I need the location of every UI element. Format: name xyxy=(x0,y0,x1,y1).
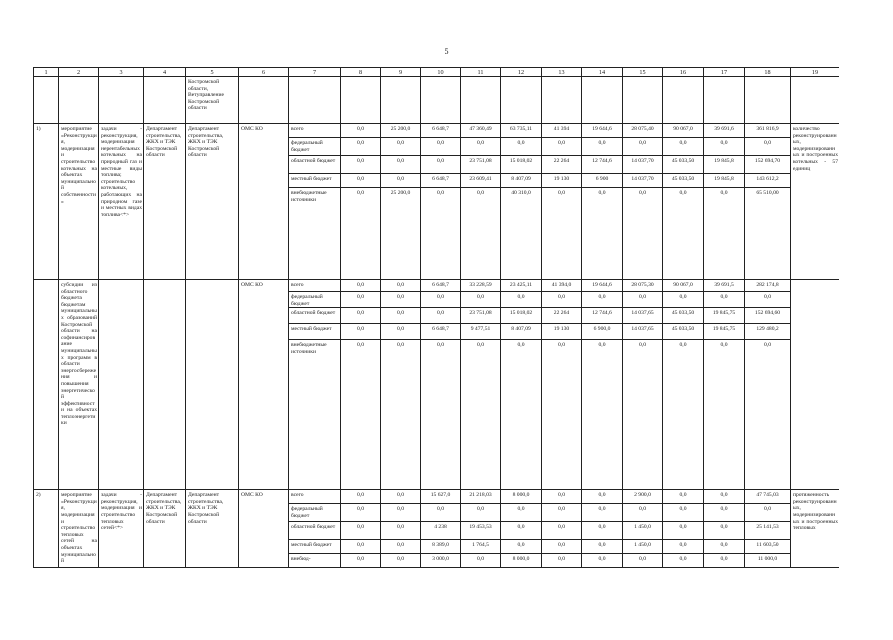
amount-cell: 0,0 xyxy=(381,490,421,504)
amount-cell: 19 845,75 xyxy=(704,308,745,324)
amount-cell: 0,0 xyxy=(663,504,704,522)
column-number-5: 5 xyxy=(186,68,239,77)
co-executor: Департамент строительства, ЖКХ и ТЭК Костромской области xyxy=(186,124,239,280)
continuation-cell xyxy=(34,77,59,124)
amount-cell: 0,0 xyxy=(542,504,582,522)
amount-cell: 41 394,0 xyxy=(542,280,582,292)
amount-cell: 0,0 xyxy=(461,504,501,522)
continuation-cell xyxy=(704,77,745,124)
amount-cell: 0,0 xyxy=(341,490,381,504)
amount-cell: 63 735,11 xyxy=(501,124,542,138)
amount-cell: 0,0 xyxy=(582,490,623,504)
amount-cell: 23 609,41 xyxy=(461,174,501,188)
continuation-cell xyxy=(421,77,461,124)
column-number-13: 13 xyxy=(542,68,582,77)
amount-cell: 0,0 xyxy=(704,138,745,156)
amount-cell: 90 067,0 xyxy=(663,124,704,138)
amount-cell: 19 845,8 xyxy=(704,156,745,174)
target-indicator xyxy=(791,280,840,490)
amount-cell: 0,0 xyxy=(341,124,381,138)
amount-cell: 0,0 xyxy=(341,324,381,340)
funding-source: местный бюджет xyxy=(289,174,341,188)
amount-cell: 19 130 xyxy=(542,174,582,188)
amount-cell: 8 407,09 xyxy=(501,174,542,188)
amount-cell: 6 648,7 xyxy=(421,174,461,188)
amount-cell: 65 510,00 xyxy=(745,188,791,280)
amount-cell: 0,0 xyxy=(421,156,461,174)
amount-cell: 0,0 xyxy=(341,292,381,308)
column-number-3: 3 xyxy=(99,68,144,77)
amount-cell: 0,0 xyxy=(542,522,582,540)
amount-cell: 11 000,0 xyxy=(745,554,791,568)
column-number-11: 11 xyxy=(461,68,501,77)
amount-cell: 39 691,6 xyxy=(704,124,745,138)
column-number-19: 19 xyxy=(791,68,840,77)
co-executor xyxy=(186,280,239,490)
amount-cell: 45 033,50 xyxy=(663,156,704,174)
funding-source: областной бюджет xyxy=(289,522,341,540)
amount-cell: 0,0 xyxy=(341,540,381,554)
amount-cell: 23 751,08 xyxy=(461,156,501,174)
column-number-row xyxy=(34,68,840,77)
continuation-cell xyxy=(461,77,501,124)
continuation-cell xyxy=(99,77,144,124)
amount-cell: 19 845,8 xyxy=(704,174,745,188)
amount-cell: 45 033,50 xyxy=(663,308,704,324)
amount-cell: 0,0 xyxy=(421,188,461,280)
amount-cell: 0,0 xyxy=(341,308,381,324)
continuation-cell xyxy=(791,77,840,124)
amount-cell: 0,0 xyxy=(582,554,623,568)
amount-cell: 11 603,50 xyxy=(745,540,791,554)
amount-cell: 3 000,0 xyxy=(421,554,461,568)
continuation-cell xyxy=(144,77,186,124)
amount-cell: 152 694,70 xyxy=(745,156,791,174)
continuation-cell xyxy=(582,77,623,124)
amount-cell: 8 000,0 xyxy=(501,554,542,568)
activity-name: мероприятие «Реконструкция, модернизация и строительство котельных на объектах муниципальной собственности» xyxy=(59,124,99,280)
column-number-10: 10 xyxy=(421,68,461,77)
continuation-cell xyxy=(501,77,542,124)
amount-cell: 152 694,60 xyxy=(745,308,791,324)
amount-cell: 0,0 xyxy=(582,292,623,308)
amount-cell: 0,0 xyxy=(381,522,421,540)
amount-cell: 0,0 xyxy=(623,340,663,490)
amount-cell: 0,0 xyxy=(461,138,501,156)
amount-cell: 0,0 xyxy=(542,292,582,308)
item-number: 2) xyxy=(34,490,59,568)
amount-cell: 0,0 xyxy=(421,504,461,522)
budget-table xyxy=(33,67,839,568)
amount-cell: 0,0 xyxy=(623,292,663,308)
amount-cell: 14 037,70 xyxy=(623,156,663,174)
amount-cell: 0,0 xyxy=(341,554,381,568)
amount-cell: 0,0 xyxy=(421,138,461,156)
amount-cell: 0,0 xyxy=(501,504,542,522)
amount-cell: 14 037,65 xyxy=(623,324,663,340)
table-row xyxy=(34,280,840,292)
column-number-14: 14 xyxy=(582,68,623,77)
amount-cell: 0,0 xyxy=(542,188,582,280)
amount-cell: 23 425,11 xyxy=(501,280,542,292)
continuation-cell xyxy=(663,77,704,124)
amount-cell: 21 218,03 xyxy=(461,490,501,504)
amount-cell: 0,0 xyxy=(704,292,745,308)
table-row xyxy=(34,124,840,138)
amount-cell: 0,0 xyxy=(663,188,704,280)
amount-cell: 0,0 xyxy=(341,174,381,188)
amount-cell: 0,0 xyxy=(542,490,582,504)
amount-cell: 0,0 xyxy=(542,554,582,568)
amount-cell: 0,0 xyxy=(663,540,704,554)
funding-source: внебюд- xyxy=(289,554,341,568)
amount-cell: 15 018,02 xyxy=(501,308,542,324)
amount-cell: 0,0 xyxy=(381,138,421,156)
amount-cell: 0,0 xyxy=(582,540,623,554)
amount-cell: 0,0 xyxy=(704,188,745,280)
amount-cell: 0,0 xyxy=(381,554,421,568)
funds-recipient: ОМС КО xyxy=(239,124,289,280)
funding-source: местный бюджет xyxy=(289,540,341,554)
amount-cell: 15 627,0 xyxy=(421,490,461,504)
amount-cell: 0,0 xyxy=(582,188,623,280)
amount-cell: 14 037,70 xyxy=(623,174,663,188)
funding-source: всего xyxy=(289,490,341,504)
amount-cell: 0,0 xyxy=(501,138,542,156)
amount-cell: 0,0 xyxy=(623,188,663,280)
target-indicator: количество реконструированных, модернизированных и построенных котельных - 57 единиц xyxy=(791,124,840,280)
column-number-12: 12 xyxy=(501,68,542,77)
amount-cell: 0,0 xyxy=(461,554,501,568)
amount-cell: 0,0 xyxy=(381,340,421,490)
amount-cell: 0,0 xyxy=(501,340,542,490)
activity-name: мероприятие «Реконструкция, модернизация и строительство тепловых сетей на объектах муниципальной xyxy=(59,490,99,568)
amount-cell: 0,0 xyxy=(421,292,461,308)
continuation-cell xyxy=(381,77,421,124)
amount-cell: 45 033,50 xyxy=(663,324,704,340)
continuation-row xyxy=(34,77,840,124)
amount-cell: 0,0 xyxy=(745,504,791,522)
funds-recipient: ОМС КО xyxy=(239,490,289,568)
amount-cell: 0,0 xyxy=(704,490,745,504)
amount-cell: 1 450,0 xyxy=(623,522,663,540)
continuation-cell xyxy=(623,77,663,124)
amount-cell: 0,0 xyxy=(381,324,421,340)
funding-source: федеральный бюджет xyxy=(289,138,341,156)
amount-cell: 0,0 xyxy=(381,540,421,554)
amount-cell: 47 360,49 xyxy=(461,124,501,138)
amount-cell: 0,0 xyxy=(704,540,745,554)
amount-cell: 12 744,6 xyxy=(582,156,623,174)
amount-cell: 40 310,0 xyxy=(501,188,542,280)
column-number-15: 15 xyxy=(623,68,663,77)
column-number-6: 6 xyxy=(239,68,289,77)
amount-cell: 0,0 xyxy=(381,174,421,188)
funding-source: всего xyxy=(289,124,341,138)
amount-cell: 0,0 xyxy=(663,490,704,504)
amount-cell: 0,0 xyxy=(542,340,582,490)
amount-cell: 0,0 xyxy=(663,522,704,540)
funding-source: всего xyxy=(289,280,341,292)
amount-cell: 0,0 xyxy=(704,340,745,490)
amount-cell: 25 200,0 xyxy=(381,124,421,138)
amount-cell: 19 130 xyxy=(542,324,582,340)
funding-source: областной бюджет xyxy=(289,156,341,174)
page-number: 5 xyxy=(444,47,449,56)
amount-cell: 0,0 xyxy=(623,554,663,568)
continuation-cell xyxy=(542,77,582,124)
budget-table-container xyxy=(33,67,839,607)
amount-cell: 6 900,0 xyxy=(582,324,623,340)
amount-cell: 0,0 xyxy=(501,540,542,554)
amount-cell: 0,0 xyxy=(542,138,582,156)
column-number-16: 16 xyxy=(663,68,704,77)
amount-cell: 6 648,7 xyxy=(421,280,461,292)
amount-cell: 9 477,51 xyxy=(461,324,501,340)
amount-cell: 6 648,7 xyxy=(421,124,461,138)
amount-cell: 1 450,0 xyxy=(623,540,663,554)
amount-cell: 39 691,5 xyxy=(704,280,745,292)
funding-source: внебюджетные источники xyxy=(289,340,341,490)
amount-cell: 0,0 xyxy=(421,308,461,324)
amount-cell: 47 745,03 xyxy=(745,490,791,504)
amount-cell: 28 075,40 xyxy=(623,124,663,138)
column-number-18: 18 xyxy=(745,68,791,77)
amount-cell: 0,0 xyxy=(381,280,421,292)
amount-cell: 19 845,75 xyxy=(704,324,745,340)
amount-cell: 25 200,0 xyxy=(381,188,421,280)
amount-cell: 0,0 xyxy=(461,188,501,280)
amount-cell: 0,0 xyxy=(704,554,745,568)
amount-cell: 14 037,65 xyxy=(623,308,663,324)
amount-cell: 6 900 xyxy=(582,174,623,188)
amount-cell: 0,0 xyxy=(745,340,791,490)
amount-cell: 0,0 xyxy=(663,292,704,308)
continuation-cell xyxy=(59,77,99,124)
amount-cell: 19 453,53 xyxy=(461,522,501,540)
amount-cell: 0,0 xyxy=(623,138,663,156)
amount-cell: 6 648,7 xyxy=(421,324,461,340)
amount-cell: 0,0 xyxy=(704,504,745,522)
amount-cell: 28 075,30 xyxy=(623,280,663,292)
amount-cell: 0,0 xyxy=(341,156,381,174)
funding-source: федеральный бюджет xyxy=(289,504,341,522)
amount-cell: 0,0 xyxy=(663,340,704,490)
amount-cell: 25 141,53 xyxy=(745,522,791,540)
amount-cell: 0,0 xyxy=(582,138,623,156)
amount-cell: 23 751,08 xyxy=(461,308,501,324)
activity-name: субсидии из областного бюджета бюджетам муниципальных образований Костромской области на софинансирование муниципальных программ в области энергосбережения и повышения энергетической эффективности на объектах теплоэнергетики xyxy=(59,280,99,490)
amount-cell: 8 389,0 xyxy=(421,540,461,554)
amount-cell: 0,0 xyxy=(745,292,791,308)
amount-cell: 0,0 xyxy=(501,292,542,308)
column-number-2: 2 xyxy=(59,68,99,77)
amount-cell: 12 744,6 xyxy=(582,308,623,324)
column-number-9: 9 xyxy=(381,68,421,77)
amount-cell: 0,0 xyxy=(381,504,421,522)
column-number-8: 8 xyxy=(341,68,381,77)
amount-cell: 22 264 xyxy=(542,156,582,174)
amount-cell: 8 407,09 xyxy=(501,324,542,340)
amount-cell: 2 900,0 xyxy=(623,490,663,504)
amount-cell: 4 238 xyxy=(421,522,461,540)
amount-cell: 0,0 xyxy=(542,540,582,554)
amount-cell: 15 018,02 xyxy=(501,156,542,174)
amount-cell: 0,0 xyxy=(341,504,381,522)
table-row xyxy=(34,490,840,504)
amount-cell: 0,0 xyxy=(582,504,623,522)
column-number-7: 7 xyxy=(289,68,341,77)
amount-cell: 0,0 xyxy=(745,138,791,156)
item-number: 1) xyxy=(34,124,59,280)
amount-cell: 143 612,2 xyxy=(745,174,791,188)
amount-cell: 0,0 xyxy=(341,138,381,156)
amount-cell: 0,0 xyxy=(341,340,381,490)
amount-cell: 0,0 xyxy=(341,188,381,280)
activity-tasks xyxy=(99,280,144,490)
continuation-cell: Костромской области, Ветуправление Костромской области xyxy=(186,77,239,124)
activity-tasks: задачи - реконструкция, модернизация нерентабельных котельных на природный газ и местные виды топлива; строительство котельных, работающих на природном газе и местных видах топлива<*> xyxy=(99,124,144,280)
item-number xyxy=(34,280,59,490)
responsible-executor xyxy=(144,280,186,490)
funds-recipient: ОМС КО xyxy=(239,280,289,490)
amount-cell: 0,0 xyxy=(381,308,421,324)
amount-cell: 0,0 xyxy=(582,522,623,540)
responsible-executor: Департамент строительства, ЖКХ и ТЭК Костромской области xyxy=(144,124,186,280)
amount-cell: 19 644,6 xyxy=(582,124,623,138)
co-executor: Департамент строительства, ЖКХ и ТЭК Костромской области xyxy=(186,490,239,568)
column-number-4: 4 xyxy=(144,68,186,77)
amount-cell: 41 394 xyxy=(542,124,582,138)
funding-source: местный бюджет xyxy=(289,324,341,340)
amount-cell: 45 033,50 xyxy=(663,174,704,188)
amount-cell: 282 174,8 xyxy=(745,280,791,292)
amount-cell: 33 228,59 xyxy=(461,280,501,292)
amount-cell: 0,0 xyxy=(623,504,663,522)
column-number-17: 17 xyxy=(704,68,745,77)
amount-cell: 1 764,5 xyxy=(461,540,501,554)
funding-source: федеральный бюджет xyxy=(289,292,341,308)
responsible-executor: Департамент строительства, ЖКХ и ТЭК Костромской области xyxy=(144,490,186,568)
amount-cell: 19 644,6 xyxy=(582,280,623,292)
amount-cell: 0,0 xyxy=(501,522,542,540)
continuation-cell xyxy=(341,77,381,124)
amount-cell: 22 264 xyxy=(542,308,582,324)
amount-cell: 0,0 xyxy=(341,522,381,540)
continuation-cell xyxy=(289,77,341,124)
amount-cell: 0,0 xyxy=(341,280,381,292)
target-indicator: протяженность реконструированных, модернизированных и построенных тепловых xyxy=(791,490,840,568)
activity-tasks: задачи - реконструкция, модернизация и строительство тепловых сетей<*> xyxy=(99,490,144,568)
column-number-1: 1 xyxy=(34,68,59,77)
amount-cell: 129 480,2 xyxy=(745,324,791,340)
amount-cell: 0,0 xyxy=(582,340,623,490)
amount-cell: 0,0 xyxy=(663,138,704,156)
amount-cell: 0,0 xyxy=(461,340,501,490)
amount-cell: 0,0 xyxy=(663,554,704,568)
funding-source: областной бюджет xyxy=(289,308,341,324)
amount-cell: 0,0 xyxy=(421,340,461,490)
amount-cell: 0,0 xyxy=(381,156,421,174)
amount-cell: 361 816,9 xyxy=(745,124,791,138)
amount-cell: 0,0 xyxy=(704,522,745,540)
amount-cell: 8 000,0 xyxy=(501,490,542,504)
amount-cell: 90 067,0 xyxy=(663,280,704,292)
funding-source: внебюджетные источники xyxy=(289,188,341,280)
continuation-cell xyxy=(239,77,289,124)
continuation-cell xyxy=(745,77,791,124)
amount-cell: 0,0 xyxy=(461,292,501,308)
amount-cell: 0,0 xyxy=(381,292,421,308)
